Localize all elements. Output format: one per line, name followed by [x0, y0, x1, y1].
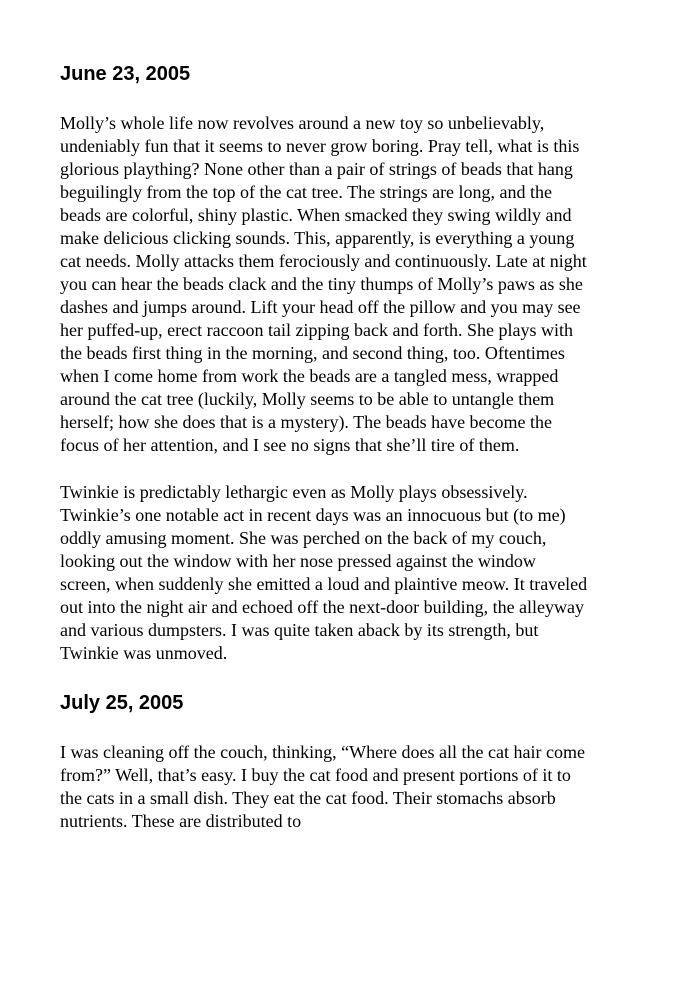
entry-paragraph: Molly’s whole life now revolves around a new toy so unbelievably, undeniably fun that it seems to never grow boring. Pray tell, what is this glorious plaything? None other than a pair of strings of beads that hang beguilingly from the top of the cat tree. The strings are long, and the beads are colorful, shiny plastic. When smacked they swing wildly and make delicious clicking sounds. This, apparently, is everything a young cat needs. Molly attacks them ferociously and continuously. Late at night you can hear the beads clack and the tiny thumps of Molly’s paws as she dashes and jumps around. Lift your head off the pillow and you may see her puffed-up, erect raccoon tail zipping back and forth. She plays with the beads first thing in the morning, and second thing, too. Oftentimes when I come home from work the beads are a tangled mess, wrapped around the cat tree (luckily, Molly seems to be able to untangle them herself; how she does that is a mystery). The beads have become the focus of her attention, and I see no signs that she’ll tire of them.: [60, 113, 587, 455]
document-body: [60, 62, 590, 833]
entry-date-heading: July 25, 2005: [60, 692, 184, 714]
entry-date-heading: June 23, 2005: [60, 63, 191, 85]
entry-paragraph: Twinkie is predictably lethargic even as Molly plays obsessively. Twinkie’s one notable act in recent days was an innocuous but (to me) oddly amusing moment. She was perched on the back of my couch, looking out the window with her nose pressed against the window screen, when suddenly she emitted a loud and plaintive meow. It traveled out into the night air and echoed off the next-door building, the alleyway and various dumpsters. I was quite taken aback by its strength, but Twinkie was unmoved.: [60, 482, 588, 663]
entry-paragraph: I was cleaning off the couch, thinking, “Where does all the cat hair come from?” Well, that’s easy. I buy the cat food and present portions of it to the cats in a small dish. They eat the cat food. Their stomachs absorb nutrients. These are distributed to: [60, 742, 585, 831]
